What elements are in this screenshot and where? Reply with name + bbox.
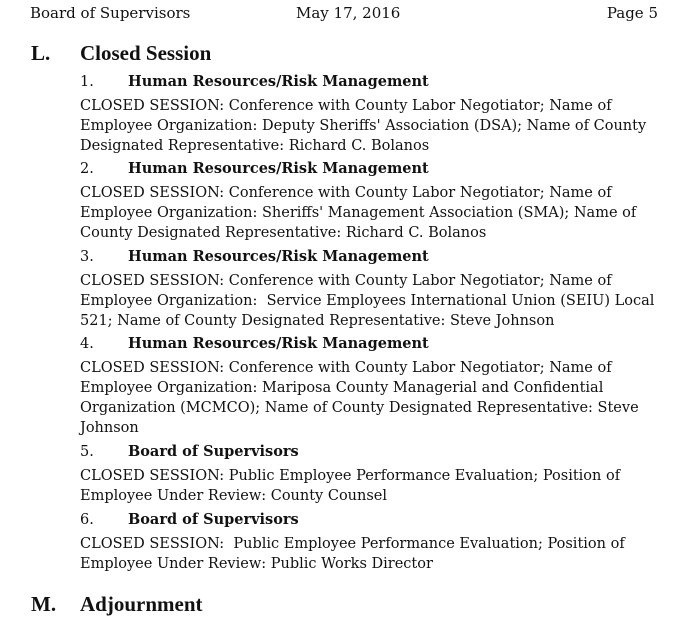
item-4-line: Employee Organization: Mariposa County Managerial and Confidential [80,380,604,396]
page-header [30,4,658,24]
item-2-body [80,183,640,243]
item-5-title: Board of Supervisors [128,443,299,460]
item-6-title: Board of Supervisors [128,511,299,528]
item-5-line: Employee Under Review: County Counsel [80,488,388,504]
header-page-number: Page 5 [606,4,658,22]
section-l-letter: L. [31,41,51,65]
item-6-line: Employee Under Review: Public Works Director [80,556,433,572]
item-3-line: CLOSED SESSION: Conference with County Labor Negotiator; Name of [80,273,612,289]
item-5-heading [80,443,299,461]
item-3-title: Human Resources/Risk Management [128,248,429,265]
item-1-heading [80,73,429,91]
section-l-title: Closed Session [80,41,212,65]
section-m-title: Adjournment [80,592,203,616]
item-2-number: 2. [80,161,94,177]
item-4-line: Organization (MCMCO); Name of County Designated Representative: Steve [80,400,639,416]
item-5-body [80,466,640,506]
item-1-line: Employee Organization: Deputy Sheriffs' Association (DSA); Name of County [80,118,647,134]
section-m-letter: M. [31,592,57,616]
item-2-line: Employee Organization: Sheriffs' Management Association (SMA); Name of [80,205,637,221]
section-l-heading [31,41,211,65]
item-1-body [80,96,647,156]
item-4-body [80,358,640,438]
item-4-number: 4. [80,336,94,352]
item-4-title: Human Resources/Risk Management [128,335,429,352]
item-2-heading [80,160,429,178]
item-1-line: CLOSED SESSION: Conference with County Labor Negotiator; Name of [80,98,612,114]
section-m-heading [31,592,203,616]
item-1-line: Designated Representative: Richard C. Bolanos [80,138,430,154]
item-3-body [80,271,655,331]
item-6-line: CLOSED SESSION: Public Employee Performance Evaluation; Position of [80,536,625,552]
item-6-number: 6. [80,512,94,528]
header-board-name: Board of Supervisors [30,4,191,22]
item-1-title: Human Resources/Risk Management [128,73,429,90]
item-2-title: Human Resources/Risk Management [128,160,429,177]
item-3-number: 3. [80,249,94,265]
item-4-line: Johnson [80,420,139,436]
item-5-line: CLOSED SESSION: Public Employee Performance Evaluation; Position of [80,468,621,484]
item-6-heading [80,511,299,529]
item-2-line: County Designated Representative: Richard C. Bolanos [80,225,487,241]
item-4-line: CLOSED SESSION: Conference with County Labor Negotiator; Name of [80,360,612,376]
item-4-heading [80,335,429,353]
item-3-line: 521; Name of County Designated Representative: Steve Johnson [80,313,555,329]
item-3-line: Employee Organization: Service Employees International Union (SEIU) Local [80,293,655,309]
item-3-heading [80,248,429,266]
item-6-body [80,534,640,574]
header-date: May 17, 2016 [296,4,401,22]
item-1-number: 1. [80,74,94,90]
item-5-number: 5. [80,444,94,460]
item-2-line: CLOSED SESSION: Conference with County Labor Negotiator; Name of [80,185,612,201]
